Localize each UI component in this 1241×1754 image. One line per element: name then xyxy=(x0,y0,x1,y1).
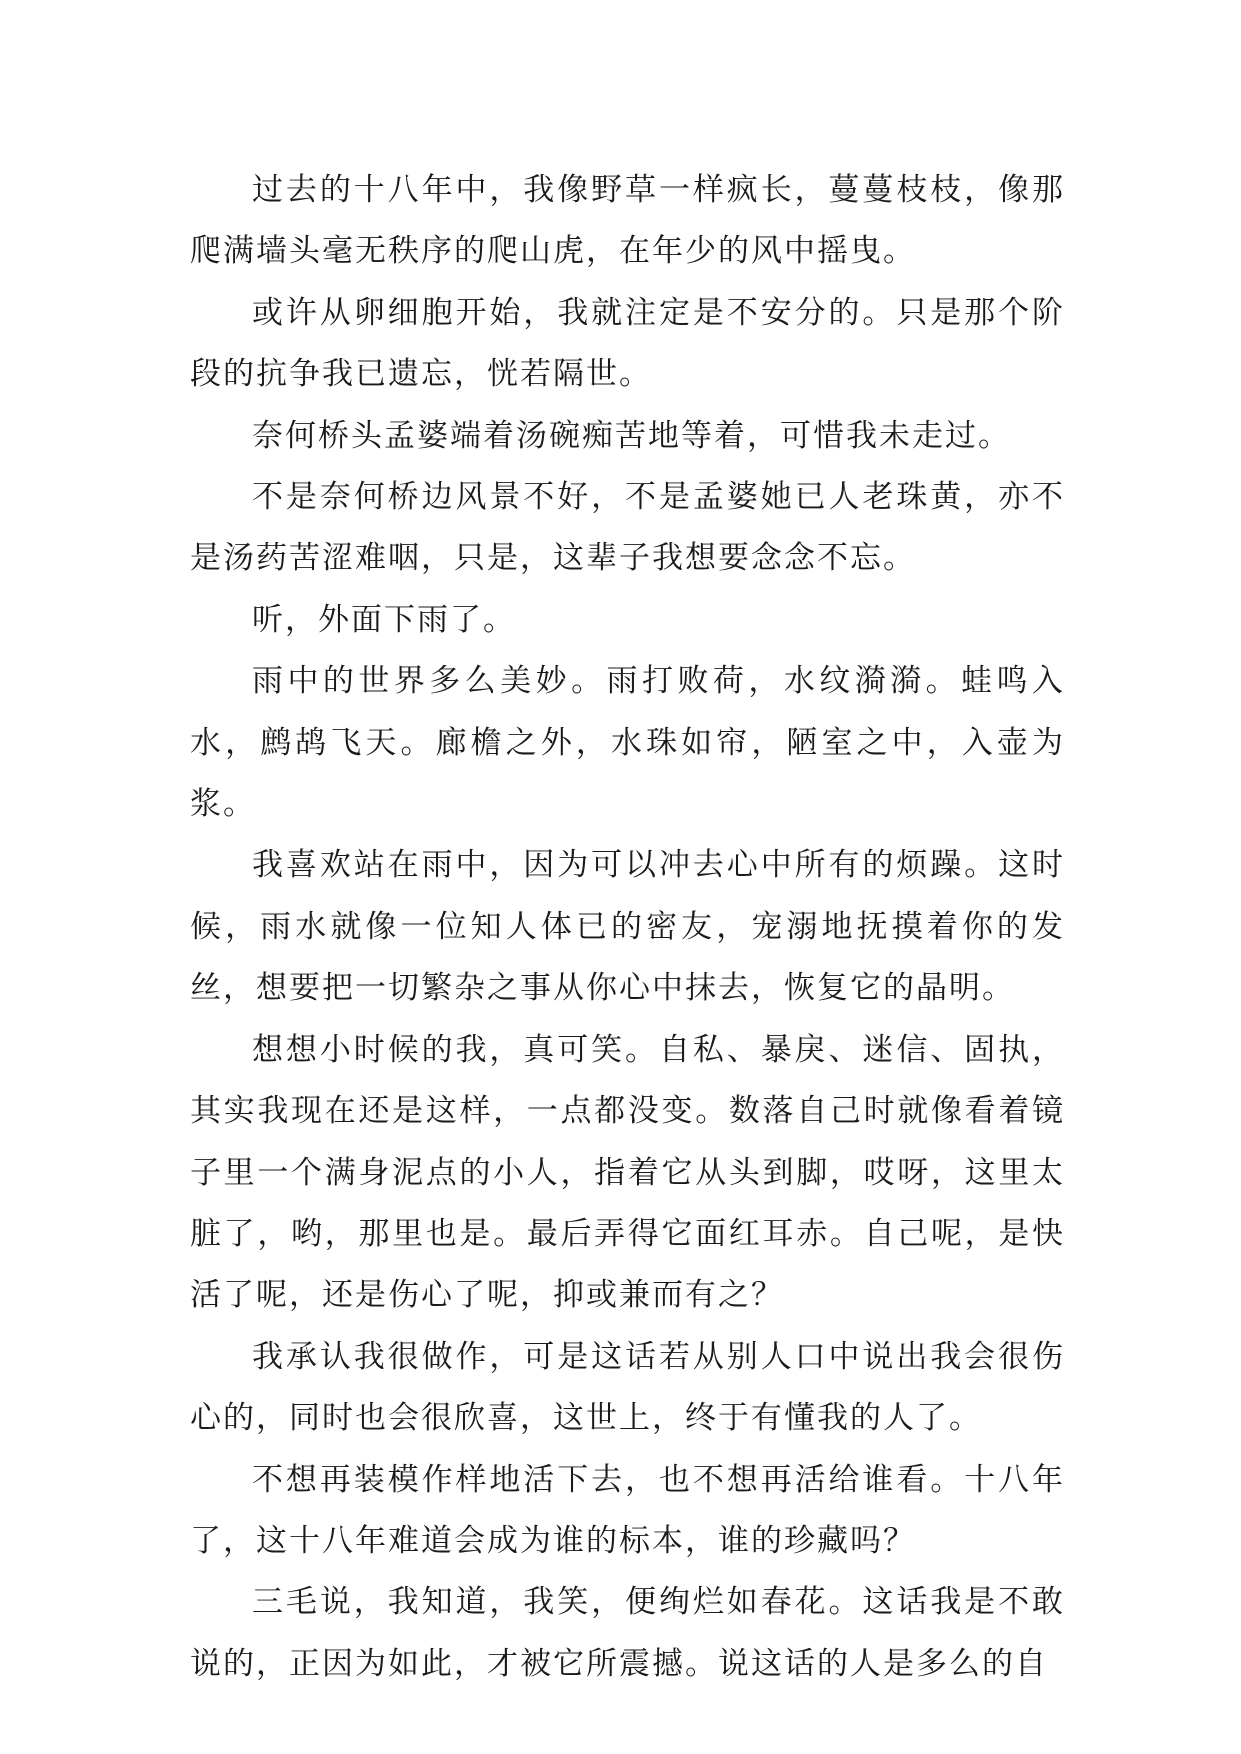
paragraph: 或许从卵细胞开始，我就注定是不安分的。只是那个阶段的抗争我已遗忘，恍若隔世。 xyxy=(190,294,1065,393)
paragraph: 听，外面下雨了。 xyxy=(252,601,516,638)
paragraph: 雨中的世界多么美妙。雨打败荷，水纹漪漪。蛙鸣入水，鹧鸪飞天。廊檐之外，水珠如帘，陋室之中，入壶为浆。 xyxy=(190,663,1065,823)
paragraph: 我喜欢站在雨中，因为可以冲去心中所有的烦躁。这时候，雨水就像一位知人体已的密友，宠溺地抚摸着你的发丝，想要把一切繁杂之事从你心中抹去，恢复它的晶明。 xyxy=(190,847,1065,1007)
paragraph: 过去的十八年中，我像野草一样疯长，蔓蔓枝枝，像那爬满墙头毫无秩序的爬山虎，在年少的风中摇曳。 xyxy=(190,172,1065,270)
document-body xyxy=(190,160,1065,1695)
paragraph: 想想小时候的我，真可笑。自私、暴戾、迷信、固执，其实我现在还是这样，一点都没变。数落自己时就像看着镜子里一个满身泥点的小人，指着它从头到脚，哎呀，这里太脏了，哟，那里也是。最后弄得它面红耳赤。自己呢，是快活了呢，还是伤心了呢，抑或兼而有之？ xyxy=(190,1031,1065,1314)
paragraph: 奈何桥头孟婆端着汤碗痴苦地等着，可惜我未走过。 xyxy=(252,417,1011,454)
paragraph: 我承认我很做作，可是这话若从别人口中说出我会很伤心的，同时也会很欣喜，这世上，终于有懂我的人了。 xyxy=(190,1338,1065,1437)
paragraph: 不想再装模作样地活下去，也不想再活给谁看。十八年了，这十八年难道会成为谁的标本，谁的珍藏吗？ xyxy=(190,1461,1065,1559)
paragraph: 不是奈何桥边风景不好，不是孟婆她已人老珠黄，亦不是汤药苦涩难咽，只是，这辈子我想要念念不忘。 xyxy=(190,479,1065,577)
paragraph: 三毛说，我知道，我笑，便绚烂如春花。这话我是不敢说的，正因为如此，才被它所震撼。说这话的人是多么的自 xyxy=(190,1584,1065,1682)
